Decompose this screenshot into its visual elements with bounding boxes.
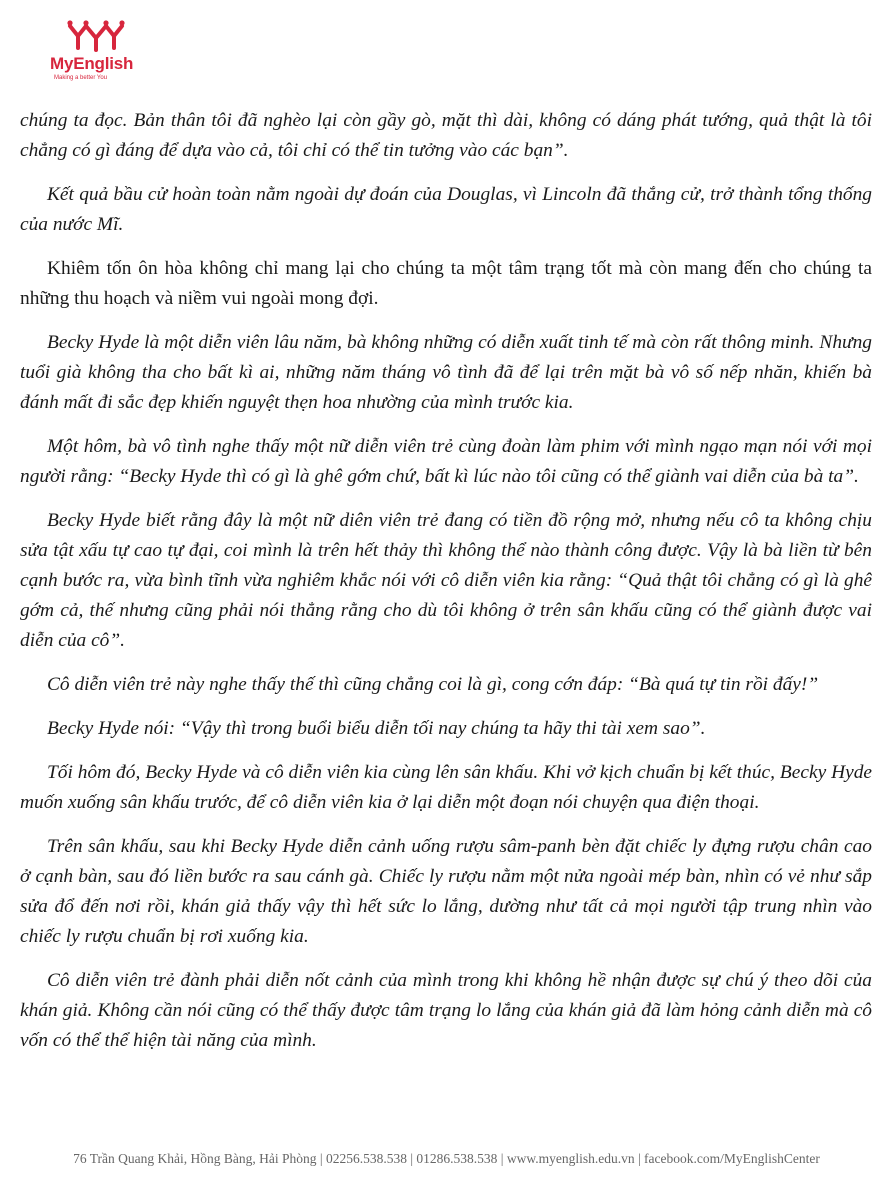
paragraph: Cô diễn viên trẻ này nghe thấy thế thì cũng chẳng coi là gì, cong cớn đáp: “Bà quá tự tin rồi đấy!” xyxy=(47,674,819,695)
paragraph: Becky Hyde là một diễn viên lâu năm, bà không những có diễn xuất tinh tế mà còn rất thông minh. Nhưng tuổi già không tha cho bất kì ai, những năm tháng vô tình đã để lại trên mặt bà vô số nếp nhăn, khiến bà đánh mất đi sắc đẹp khiến nguyệt thẹn hoa nhường của mình trước kia. xyxy=(20,332,872,413)
logo-wordmark: MyEnglish xyxy=(50,54,134,73)
paragraph: chúng ta đọc. Bản thân tôi đã nghèo lại còn gầy gò, mặt thì dài, không có dáng phát tướng, quả thật là tôi chẳng có gì đáng để dựa vào cả, tôi chỉ có thể tin tưởng vào các bạn”. xyxy=(20,110,872,161)
paragraph: Một hôm, bà vô tình nghe thấy một nữ diễn viên trẻ cùng đoàn làm phim với mình ngạo mạn nói với mọi người rằng: “Becky Hyde thì có gì là ghê gớm chứ, bất kì lúc nào tôi cũng có thể giành vai diễn của bà ta”. xyxy=(20,436,872,487)
paragraph: Becky Hyde nói: “Vậy thì trong buổi biểu diễn tối nay chúng ta hãy thi tài xem sao”. xyxy=(47,718,706,739)
paragraph: Cô diễn viên trẻ đành phải diễn nốt cảnh của mình trong khi không hề nhận được sự chú ý theo dõi của khán giả. Không cần nói cũng có thể thấy được tâm trạng lo lắng của khán giả đã làm hỏng cảnh diễn mà cô vốn có thể thể hiện tài năng của mình. xyxy=(20,970,872,1051)
paragraph: Becky Hyde biết rằng đây là một nữ diên viên trẻ đang có tiền đồ rộng mở, nhưng nếu cô ta không chịu sửa tật xấu tự cao tự đại, coi mình là trên hết thảy thì không thể nào thành công được. Vậy là bà liền từ bên cạnh bước ra, vừa bình tĩnh vừa nghiêm khắc nói với cô diễn viên kia rằng: “Quả thật tôi chẳng có gì là ghê gớm cả, thế nhưng cũng phải nói thẳng rằng cho dù tôi không ở trên sân khấu cũng có thể giành được vai diễn của cô”. xyxy=(20,510,872,651)
paragraph: Kết quả bầu cử hoàn toàn nằm ngoài dự đoán của Douglas, vì Lincoln đã thắng cử, trở thành tổng thống của nước Mĩ. xyxy=(20,184,872,235)
paragraph: Tối hôm đó, Becky Hyde và cô diễn viên kia cùng lên sân khấu. Khi vở kịch chuẩn bị kết thúc, Becky Hyde muốn xuống sân khấu trước, để cô diễn viên kia ở lại diễn một đoạn nói chuyện qua điện thoại. xyxy=(20,762,872,813)
paragraph: Khiêm tốn ôn hòa không chỉ mang lại cho chúng ta một tâm trạng tốt mà còn mang đến cho chúng ta những thu hoạch và niềm vui ngoài mong đợi. xyxy=(20,258,872,309)
paragraph: Trên sân khấu, sau khi Becky Hyde diễn cảnh uống rượu sâm-panh bèn đặt chiếc ly đựng rượu chân cao ở cạnh bàn, sau đó liền bước ra sau cánh gà. Chiếc ly rượu nằm một nửa ngoài mép bàn, nhìn có vẻ như sắp sửa đổ đến nơi rồi, khán giả thấy vậy thì hết sức lo lắng, dường như tất cả mọi người tập trung nhìn vào chiếc ly rượu chuẩn bị rơi xuống kia. xyxy=(20,836,872,947)
people-logo-icon xyxy=(66,20,126,52)
myenglish-logo xyxy=(44,20,154,90)
page-footer-contact: 76 Trần Quang Khải, Hồng Bàng, Hải Phòng | 02256.538.538 | 01286.538.538 | www.myenglish.edu.vn | facebook.com/MyEnglishCenter xyxy=(73,1151,820,1166)
logo-tagline: Making a better You xyxy=(54,75,108,81)
document-body xyxy=(20,106,872,1070)
